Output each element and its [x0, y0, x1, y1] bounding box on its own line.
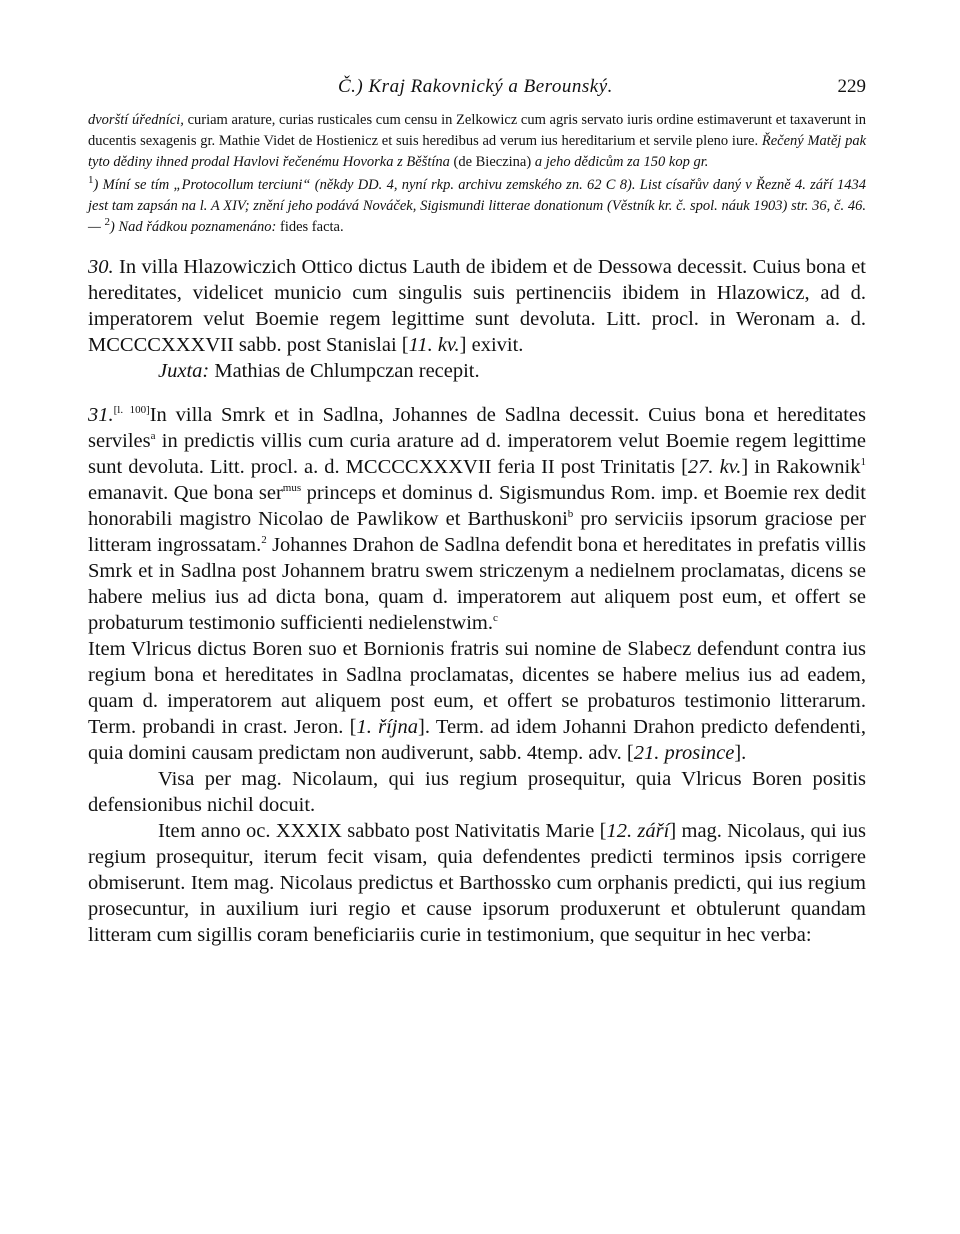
section-number: 30. — [88, 256, 114, 278]
footnotes — [88, 175, 866, 238]
section-31-paragraph-1 — [88, 402, 866, 636]
italic-text: Řečený Matěj pak tyto dědiny ihned prodal Havlovi řečenému Hovorka z Běštína — [88, 133, 866, 170]
continuation-paragraph — [88, 110, 866, 173]
section-31-paragraph-3: Visa per mag. Nicolaum, qui ius regium prosequitur, quia Vlricus Boren positis defensionibus nichil docuit. — [88, 768, 866, 816]
footnote-2-text: ) Nad řádkou poznamenáno: — [110, 219, 280, 235]
italic-text: dvorští úředníci, — [88, 112, 184, 128]
body-text: pro serviciis ipsorum graciose per litteram ingrossatam. — [88, 508, 866, 556]
top-paragraph — [88, 110, 866, 238]
body-text: In villa Smrk et in Sadlna, Johannes de Sadlna decessit. Cuius bona et hereditates serviles — [88, 404, 866, 452]
running-title: Č.) Kraj Rakovnický a Berounský. — [338, 76, 613, 97]
date-gloss: 12. září — [606, 820, 670, 842]
note-mark: b — [567, 508, 574, 521]
italic-text: a jeho dědicům za 150 kop gr. — [534, 154, 709, 170]
body-text: ]. Term. ad idem Johanni Drahon predicto defendenti, quia domini causam predictam non audiverunt, sabb. 4temp. adv. [ — [88, 716, 866, 764]
note-mark: 1 — [860, 456, 866, 469]
body-text: in predictis villis cum curia arature ad d. imperatorem velut Boemie regem legittime sunt devoluta. Litt. procl. a. d. MCCCCXXXVII feria II post Trinitatis [ — [88, 430, 866, 478]
body-text: ]. — [734, 742, 747, 764]
section-number: 31. — [88, 404, 114, 426]
date-gloss: 1. října — [356, 716, 418, 738]
section-31 — [88, 402, 866, 948]
body-text: emanavit. Que bona ser — [88, 482, 283, 504]
footnote-1-title: Sigismundi litterae donationum — [420, 198, 604, 214]
date-gloss: 21. prosince — [633, 742, 735, 764]
body-text: curiam arature, curias rusticales cum censu in Zelkowicz cum agris servato iuris ordine estimaverunt et taxaverunt in ducentis sexagenis gr. Mathie Videt de Hostienicz et suis heredibus ad verum ius hereditarium et servile pleno iure. — [88, 112, 866, 149]
footnote-1-text: ) Míní se tím „Protocollum terciuni“ (někdy DD. 4, nyní rkp. archivu zemského zn. 62 C 8). List císařův daný v Řezně 4. září 1434 jest tam zapsán na l. A XIV; znění jeho podává Nováček, — [88, 177, 866, 214]
juxta-label: Juxta: — [158, 360, 210, 382]
footnote-mark: 2 — [104, 216, 111, 229]
body-text: (de Bieczina) — [449, 154, 535, 170]
body-text: Item Vlricus dictus Boren suo et Bornionis fratris sui nomine de Slabecz defendunt contra ius regium bona et hereditates in Sadlna proclamatas, dicentes se habere melius ius ad eadem, quam d. imperatorem aut aliquem post eum, et offert se probaturos testimonio litterarum. Term. probandi in crast. Jeron. [ — [88, 638, 866, 738]
note-mark: a — [150, 430, 156, 443]
section-30 — [88, 254, 866, 384]
body-text: ] mag. Nicolaus, qui ius regium prosequitur, iterum fecit visam, quia defendentes predicti terminos ipsis corrigere obmiserunt. Item mag. Nicolaus predictus et Barthossko cum orphanis predicti, qui ius regium prosecuntur, in auxilium iuri regio et cause ipsorum produxerunt et obtulerunt quandam litteram cum sigillis coram beneficiariis curie in testimonium, que sequitur in hec verba: — [88, 820, 866, 946]
page — [88, 70, 866, 948]
body-text: princeps et dominus d. Sigismundus Rom. imp. et Boemie rex dedit honorabili magistro Nicolao de Pawlikow et Barthuskoni — [88, 482, 866, 530]
footnote-mark: 1 — [88, 174, 94, 187]
abbreviation-mark: mus — [282, 482, 302, 495]
body-text: Johannes Drahon de Sadlna defendit bona et hereditates in prefatis villis Smrk et in Sadlna post Johannem bratru swem striczenym a nedielnem proclamatas, dicens se habere melius ius ad dicta bona, quam d. imperatorem aut aliquem post eum, et offert se probaturum testimonio sufficienti nedielenstwim. — [88, 534, 866, 634]
note-mark: c — [493, 612, 498, 625]
note-mark: 2 — [261, 534, 267, 547]
date-gloss: 27. kv. — [687, 456, 742, 478]
date-gloss: 11. kv. — [408, 334, 460, 356]
leaf-reference: [l. 100] — [113, 404, 150, 417]
section-31-paragraph-2 — [88, 636, 866, 766]
footnote-2-quote: fides facta. — [280, 219, 344, 235]
section-31-paragraph-4 — [88, 818, 866, 948]
body-text: Item anno oc. XXXIX sabbato post Nativitatis Marie [ — [158, 820, 607, 842]
page-header — [88, 70, 866, 100]
juxta-line — [88, 358, 866, 384]
body-text: ] in Rakownik — [741, 456, 861, 478]
section-30-paragraph — [88, 254, 866, 358]
body-text: Mathias de Chlumpczan recepit. — [209, 360, 480, 382]
footnote-1-ref: (Věstník kr. č. spol. náuk 1903) str. 36, č. 46. — — [88, 198, 866, 235]
body-text: ] exivit. — [459, 334, 524, 356]
page-number: 229 — [837, 76, 866, 97]
body-text: In villa Hlazowiczich Ottico dictus Lauth de ibidem et de Dessowa decessit. Cuius bona et hereditates, videlicet municio cum singulis suis pertinenciis ibidem in Hlazowicz, ad d. imperatorem velut Boemie regem legittime sunt devoluta. Litt. procl. in Weronam a. d. MCCCCXXXVII sabb. post Stanislai [ — [88, 256, 866, 356]
